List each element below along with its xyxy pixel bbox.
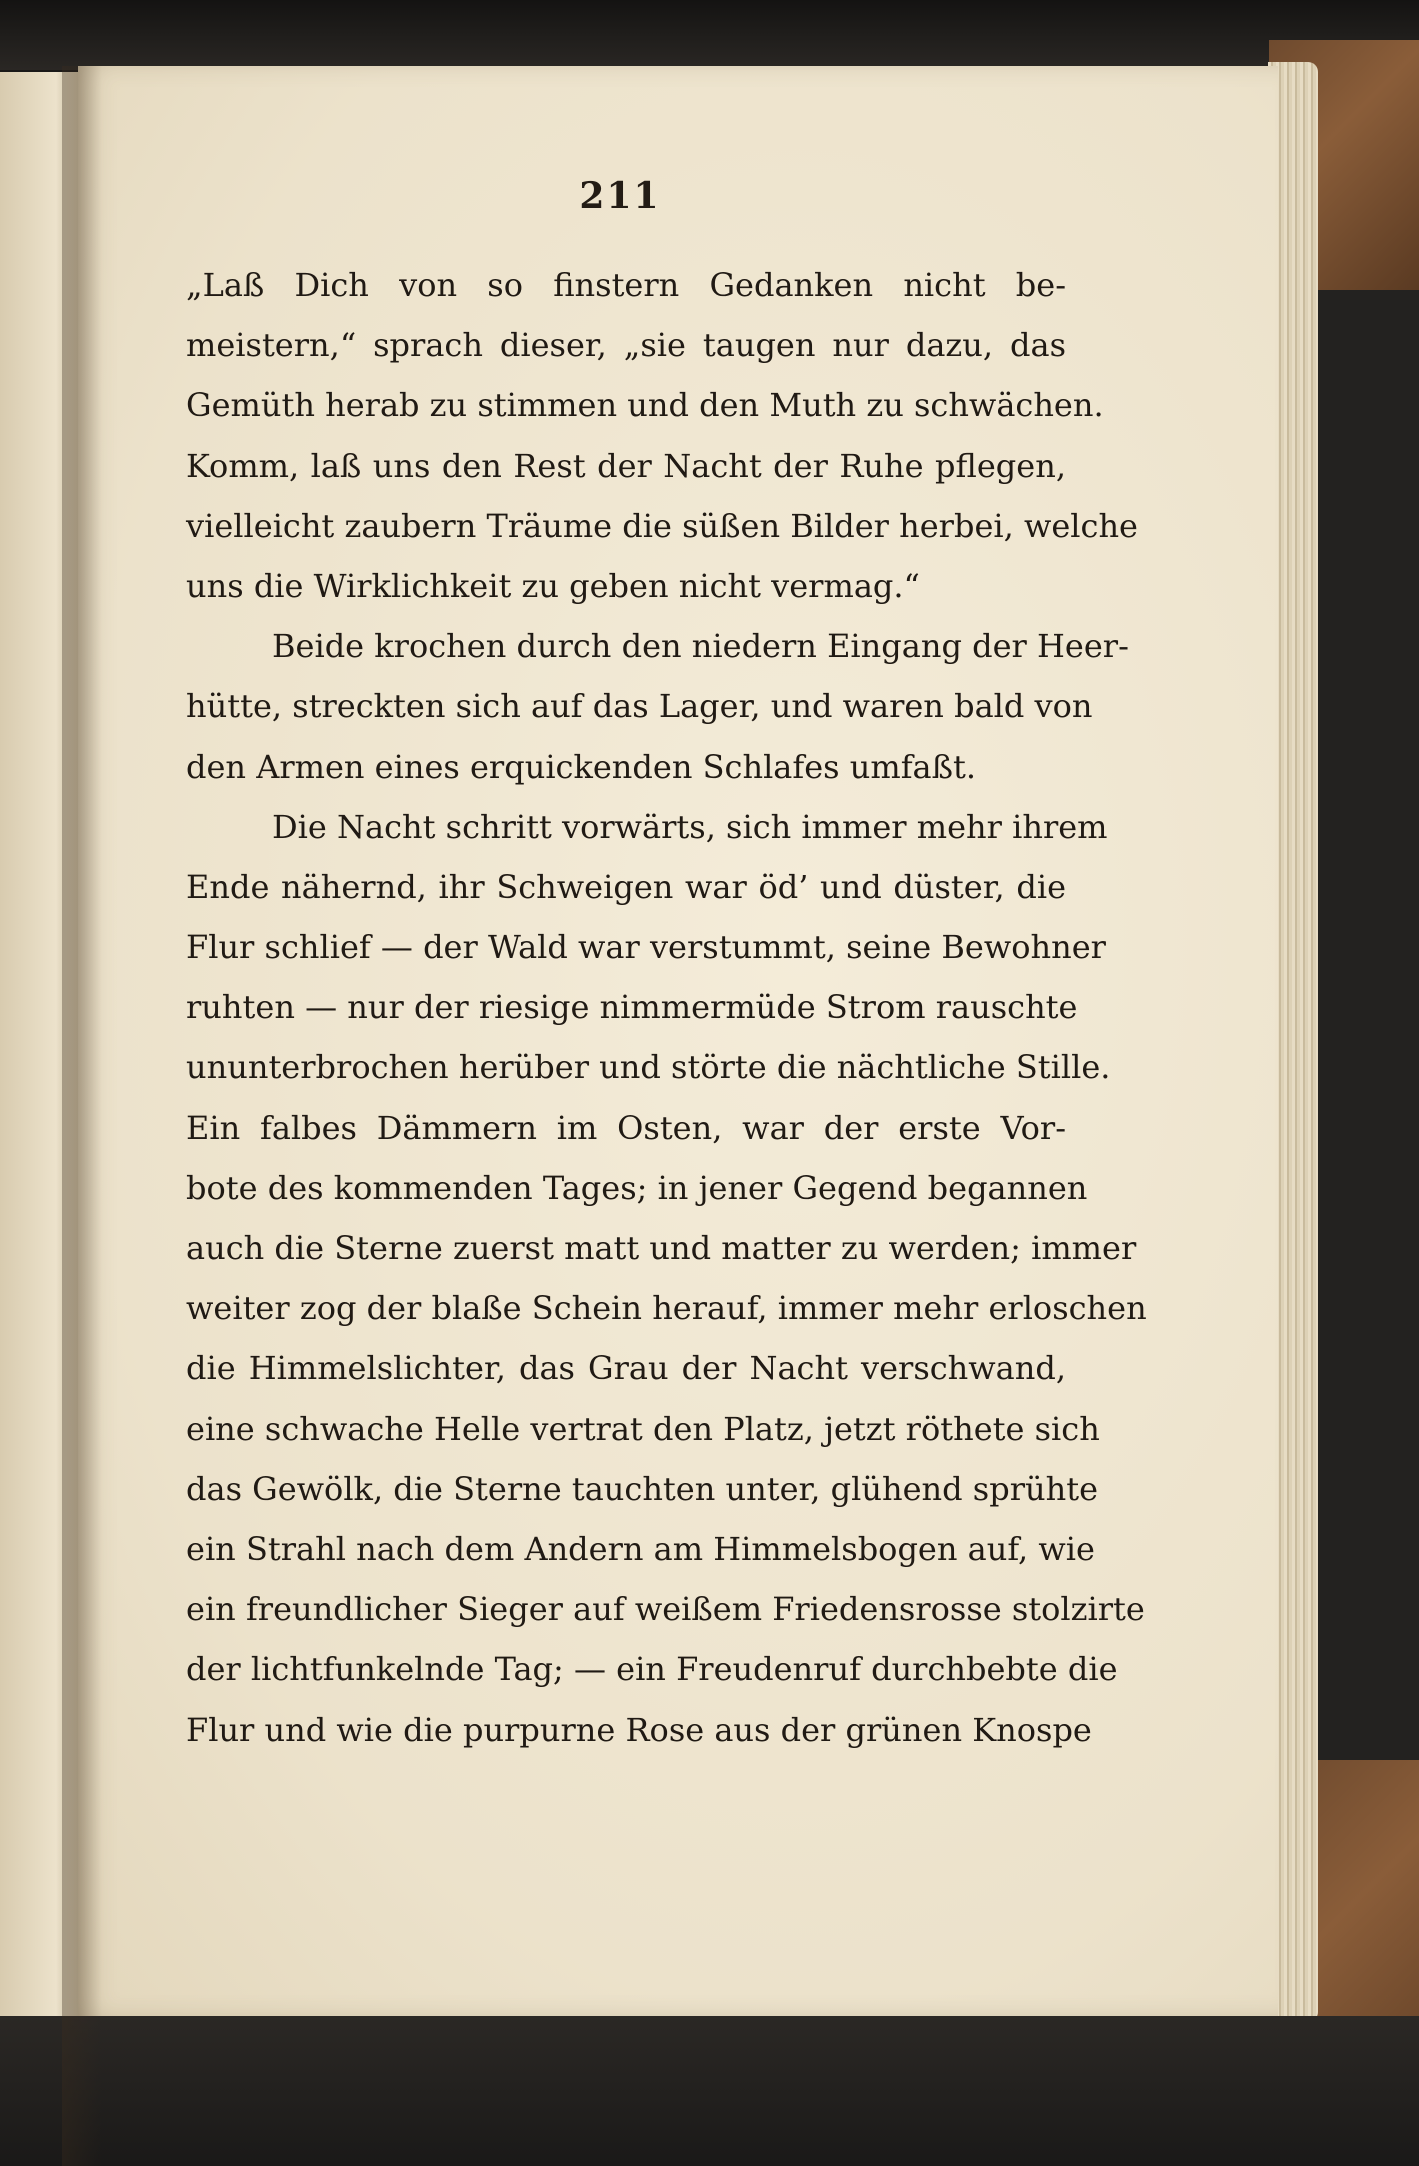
text-line: ruhten — nur der riesige nimmermüde Strom rauschte	[186, 988, 1078, 1027]
text-line: Flur und wie die purpurne Rose aus der grünen Knospe	[186, 1710, 1092, 1749]
text-line: weiter zog der blaße Schein herauf, immer mehr erloschen	[186, 1289, 1147, 1328]
text-line: „Laß Dich von so finstern Gedanken nicht be-	[186, 266, 1066, 304]
text-line: ein freundlicher Sieger auf weißem Friedensrosse stolzirte	[186, 1590, 1145, 1629]
book-cover-top	[0, 0, 1419, 70]
text-line: ein Strahl nach dem Andern am Himmelsbogen auf, wie	[186, 1529, 1095, 1568]
gutter-shadow	[62, 66, 102, 2166]
book-cover-bottom	[0, 2016, 1419, 2166]
text-line: Komm, laß uns den Rest der Nacht der Ruhe pflegen,	[186, 446, 1066, 485]
text-line: Beide krochen durch den niedern Eingang der Heer-	[272, 627, 1129, 666]
text-line: Flur schlief — der Wald war verstummt, seine Bewohner	[186, 928, 1106, 967]
text-line: ununterbrochen herüber und störte die nächtliche Stille.	[186, 1048, 1111, 1087]
text-line: bote des kommenden Tages; in jener Gegend begannen	[186, 1168, 1088, 1207]
text-line: hütte, streckten sich auf das Lager, und waren bald von	[186, 687, 1093, 726]
text-line: auch die Sterne zuerst matt und matter zu werden; immer	[186, 1229, 1137, 1267]
text-line: Gemüth herab zu stimmen und den Muth zu schwächen.	[186, 386, 1104, 425]
text-line: die Himmelslichter, das Grau der Nacht verschwand,	[186, 1349, 1066, 1388]
text-line: das Gewölk, die Sterne tauchten unter, glühend sprühte	[186, 1469, 1098, 1508]
text-line: Ende nähernd, ihr Schweigen war öd’ und düster, die	[186, 867, 1066, 906]
text-line: eine schwache Helle vertrat den Platz, jetzt röthete sich	[186, 1409, 1100, 1448]
text-line: uns die Wirklichkeit zu geben nicht vermag.“	[186, 566, 920, 605]
text-line: meistern,“ sprach dieser, „sie taugen nur dazu, das	[186, 326, 1066, 365]
body-text	[186, 255, 1147, 1760]
text-line: der lichtfunkelnde Tag; — ein Freudenruf durchbebte die	[186, 1650, 1118, 1689]
text-line: Die Nacht schritt vorwärts, sich immer mehr ihrem	[272, 807, 1108, 846]
text-line: den Armen eines erquickenden Schlafes umfaßt.	[186, 747, 977, 786]
page-number: 211	[579, 175, 661, 217]
text-line: Ein falbes Dämmern im Osten, war der erste Vor-	[186, 1108, 1066, 1147]
text-line: vielleicht zaubern Träume die süßen Bilder herbei, welche	[186, 506, 1138, 545]
book-cover-right	[1309, 200, 1419, 1850]
